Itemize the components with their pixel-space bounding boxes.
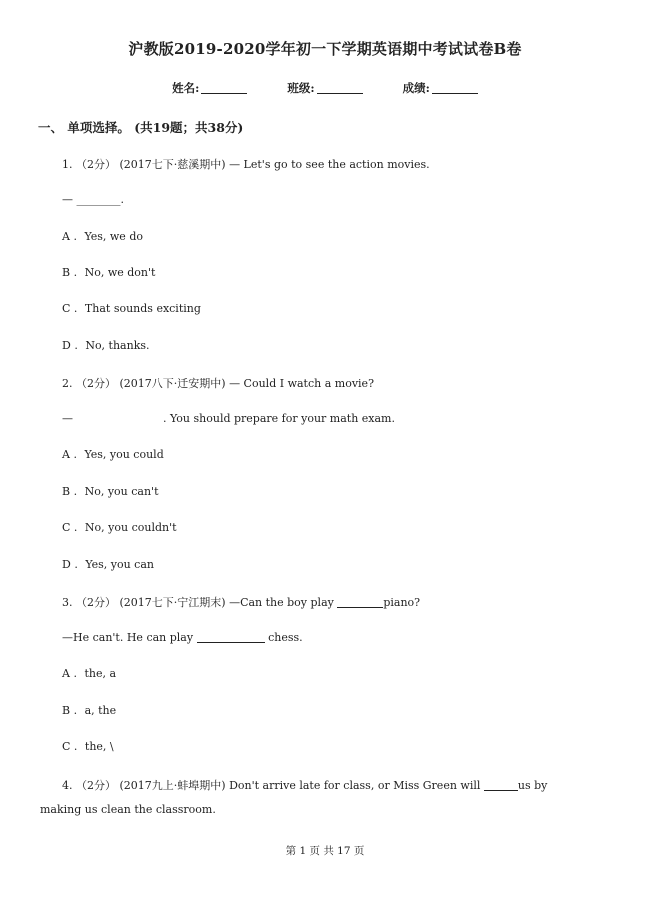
- answer-blank: [484, 779, 518, 791]
- page-title: 沪教版2019-2020学年初一下学期英语期中考试试卷B卷: [128, 40, 522, 58]
- score-field: [403, 80, 478, 96]
- question-3-answer-line: —He can't. He can play chess.: [62, 631, 303, 644]
- question-text: （2分） (2017八下·迁安期中) — Could I watch a movie?: [76, 377, 374, 390]
- question-number: 3.: [62, 596, 73, 609]
- class-field: [287, 80, 362, 96]
- page-footer: 第 1 页 共 17 页: [285, 845, 365, 857]
- option-c[interactable]: C . No, you couldn't: [62, 521, 177, 534]
- option-d[interactable]: D . No, thanks.: [62, 339, 150, 352]
- section-heading: 一、 单项选择。 (共19题；共38分): [38, 120, 244, 135]
- question-number: 2.: [62, 377, 73, 390]
- question-number: 1.: [62, 158, 73, 171]
- option-c[interactable]: C . That sounds exciting: [62, 302, 201, 315]
- name-blank[interactable]: [201, 82, 247, 94]
- question-4-continuation: making us clean the classroom.: [40, 803, 216, 816]
- score-label: 成绩:: [402, 81, 430, 95]
- answer-blank: ________.: [76, 193, 124, 206]
- question-text: （2分） (2017七下·慈溪期中) — Let's go to see the action movies.: [76, 158, 430, 171]
- answer-blank: [337, 596, 383, 608]
- name-label: 姓名:: [172, 81, 200, 95]
- question-text: （2分） (2017九上·蚌埠期中) Don't arrive late for class, or Miss Green will: [76, 779, 481, 792]
- option-c[interactable]: C . the, \: [62, 740, 114, 753]
- question-4-stem: 4. （2分） (2017九上·蚌埠期中) Don't arrive late for class, or Miss Green will us by: [62, 779, 548, 792]
- question-1-stem: [62, 156, 430, 172]
- option-a[interactable]: A . Yes, we do: [62, 230, 143, 243]
- question-3-stem: 3. （2分） (2017七下·宁江期末) —Can the boy play piano?: [62, 596, 421, 609]
- question-text: （2分） (2017七下·宁江期末) —Can the boy play: [76, 596, 334, 609]
- score-blank[interactable]: [432, 82, 478, 94]
- class-label: 班级:: [287, 81, 315, 95]
- option-a[interactable]: A . the, a: [62, 667, 117, 680]
- student-info-row: [0, 80, 650, 96]
- question-number: 4.: [62, 779, 73, 792]
- answer-blank: [197, 631, 265, 643]
- class-blank[interactable]: [317, 82, 363, 94]
- option-d[interactable]: D . Yes, you can: [62, 558, 154, 571]
- option-a[interactable]: A . Yes, you could: [62, 448, 164, 461]
- question-1-answer-line: — ________.: [62, 193, 124, 206]
- name-field: [172, 80, 247, 96]
- option-b[interactable]: B . No, we don't: [62, 266, 156, 279]
- option-b[interactable]: B . No, you can't: [62, 485, 159, 498]
- option-b[interactable]: B . a, the: [62, 704, 117, 717]
- question-2-stem: [62, 375, 374, 391]
- question-2-answer-line: — . You should prepare for your math exam.: [62, 412, 395, 425]
